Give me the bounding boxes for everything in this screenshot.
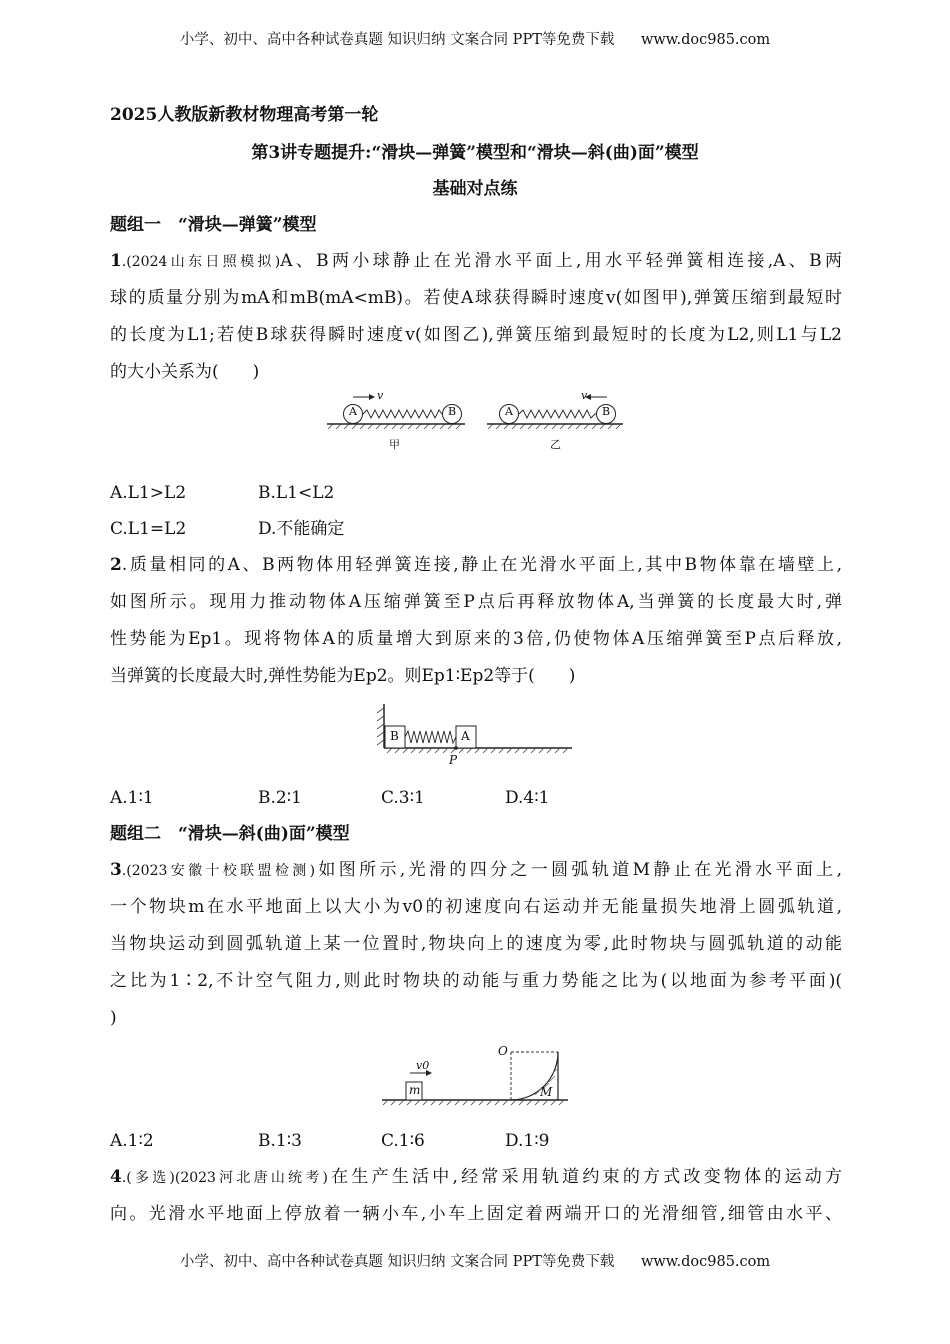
q3-option-c: C.1∶6 (381, 1131, 425, 1151)
q2-line4: 当弹簧的长度最大时,弹性势能为Ep2。则Ep1∶Ep2等于( ) (110, 666, 576, 686)
q2-option-b: B.2∶1 (258, 788, 302, 808)
q3-option-b: B.1∶3 (258, 1131, 302, 1151)
q1-line3: 的长度为L1;若使B球获得瞬时速度v(如图乙),弹簧压缩到最短时的长度为L2,则L1与L2 (110, 325, 842, 345)
q1-figure-svg (325, 388, 625, 456)
group1-heading: 题组一 “滑块—弹簧”模型 (110, 215, 317, 235)
q2-option-a: A.1∶1 (110, 788, 154, 808)
q3-fig-v0: v0 (416, 1059, 430, 1072)
footer-site: www.doc985.com (640, 1254, 771, 1270)
doc-series: 2025人教版新教材物理高考第一轮 (110, 105, 379, 125)
q2-figure-svg (374, 700, 574, 770)
q1-fig-b1: B (448, 405, 457, 418)
page-footer (0, 1250, 950, 1271)
group2-heading: 题组二 “滑块—斜(曲)面”模型 (110, 824, 350, 844)
q3-line4: 之比为1∶2,不计空气阻力,则此时物块的动能与重力势能之比为(以地面为参考平面)( (110, 971, 842, 991)
footer-text: 小学、初中、高中各种试卷真题 知识归纳 文案合同 PPT等免费下载 (179, 1254, 615, 1270)
q1-fig-yi: 乙 (550, 438, 561, 451)
q3-fig-M: M (540, 1085, 553, 1099)
q1-fig-b2: B (602, 405, 611, 418)
q3-figure (380, 1040, 570, 1110)
q1-fig-a1: A (349, 405, 357, 418)
q1-option-a: A.L1>L2 (110, 483, 187, 503)
q2-figure (374, 700, 574, 770)
q3-source: .(2023安徽十校联盟检测) (121, 863, 316, 879)
header-text: 小学、初中、高中各种试卷真题 知识归纳 文案合同 PPT等免费下载 (179, 32, 615, 48)
q4-line1: 4.(多选)(2023河北唐山统考)在生产生活中,经常采用轨道约束的方式改变物体的运动方 (110, 1167, 842, 1187)
q1-line1: 1.(2024山东日照模拟)A、B两小球静止在光滑水平面上,用水平轻弹簧相连接,A、B两 (110, 251, 842, 271)
q1-line2: 球的质量分别为mA和mB(mA<mB)。若使A球获得瞬时速度v(如图甲),弹簧压缩到最短时 (110, 288, 842, 308)
page-header (0, 28, 950, 49)
q3-fig-m: m (409, 1083, 421, 1097)
q1-line4: 的大小关系为( ) (110, 362, 260, 382)
doc-section: 基础对点练 (432, 179, 518, 199)
q4-line2: 向。光滑水平地面上停放着一辆小车,小车上固定着两端开口的光滑细管,细管由水平、 (110, 1204, 842, 1224)
q2-option-c: C.3∶1 (381, 788, 425, 808)
q1-fig-jia: 甲 (389, 438, 400, 451)
q1-fig-v2: v (581, 389, 588, 402)
doc-title: 第3讲专题提升:“滑块—弹簧”模型和“滑块—斜(曲)面”模型 (251, 143, 699, 163)
q2-line2: 如图所示。现用力推动物体A压缩弹簧至P点后再释放物体A,当弹簧的长度最大时,弹 (110, 592, 842, 612)
q1-figure (325, 388, 625, 456)
q3-line5: ) (110, 1008, 117, 1028)
q3-line2: 一个物块m在水平地面上以大小为v0的初速度向右运动并无能量损失地滑上圆弧轨道, (110, 897, 842, 917)
q2-option-d: D.4∶1 (505, 788, 550, 808)
q1-fig-a2: A (505, 405, 513, 418)
q4-source: .(多选)(2023河北唐山统考) (121, 1170, 328, 1186)
q3-figure-svg (380, 1040, 570, 1110)
q2-fig-b: B (390, 729, 399, 743)
q1-fig-v1: v (377, 389, 384, 402)
q2-line3: 性势能为Ep1。现将物体A的质量增大到原来的3倍,仍使物体A压缩弹簧至P点后释放, (110, 629, 842, 649)
q2-fig-a: A (461, 729, 470, 743)
q2-line1: 2.质量相同的A、B两物体用轻弹簧连接,静止在光滑水平面上,其中B物体靠在墙壁上, (110, 555, 842, 575)
q1-option-d: D.不能确定 (258, 519, 345, 539)
q3-option-d: D.1∶9 (505, 1131, 550, 1151)
q3-fig-o: O (498, 1044, 508, 1058)
q3-line3: 当物块运动到圆弧轨道上某一位置时,物块向上的速度为零,此时物块与圆弧轨道的动能 (110, 934, 842, 954)
q3-option-a: A.1∶2 (110, 1131, 154, 1151)
q2-fig-p: P (449, 753, 458, 767)
q1-option-c: C.L1=L2 (110, 519, 187, 539)
header-site: www.doc985.com (640, 32, 771, 48)
q3-line1: 3.(2023安徽十校联盟检测)如图所示,光滑的四分之一圆弧轨道M静止在光滑水平面上, (110, 860, 842, 880)
q1-option-b: B.L1<L2 (258, 483, 335, 503)
q1-source: .(2024山东日照模拟) (121, 254, 281, 270)
